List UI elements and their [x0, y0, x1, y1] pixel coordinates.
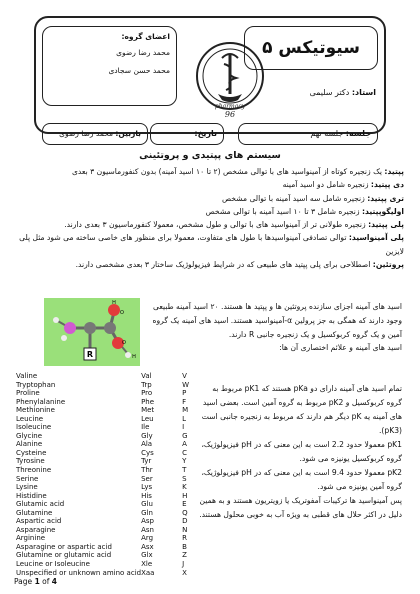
table-row	[16, 449, 206, 458]
session-box	[238, 123, 378, 145]
one-letter-code: L	[182, 414, 187, 423]
amino-acid-name: Arginine	[16, 534, 46, 543]
one-letter-code: A	[182, 440, 187, 449]
three-letter-code: Gly	[141, 431, 153, 440]
amino-acid-name: Leucine or Isoleucine	[16, 560, 90, 569]
table-row	[16, 389, 206, 398]
pka-paragraph: pK1 معمولا حدود 2.2 است به این معنی که در pH فیزیولوژیک، گروه کربوکسیل یونیزه می شود.	[201, 440, 402, 463]
one-letter-code: S	[182, 474, 187, 483]
amino-acid-name: Lysine	[16, 483, 38, 492]
definition-item: تری پپتید: زنجیره شامل سه اسید آمینه با توالی مشخص	[221, 193, 404, 203]
three-letter-code: Glx	[141, 551, 153, 560]
one-letter-code: X	[182, 568, 187, 577]
one-letter-code: T	[182, 466, 187, 475]
amino-acid-name: Cysteine	[16, 448, 47, 457]
amino-acid-model-image	[44, 298, 140, 366]
members-title: اعضای گروه:	[121, 32, 170, 41]
date-label: تاریخ:	[194, 129, 217, 138]
three-letter-code: Xle	[141, 560, 153, 569]
three-letter-code: Xaa	[141, 568, 155, 577]
atom-label: O	[122, 340, 126, 346]
table-row	[16, 534, 206, 543]
amino-acid-name: Asparagine or aspartic acid	[16, 542, 112, 551]
amino-acid-name: Proline	[16, 389, 40, 398]
amino-acid-name: Aspartic acid	[16, 517, 62, 526]
one-letter-code: J	[182, 560, 185, 569]
one-letter-code: F	[182, 397, 187, 406]
amino-acid-name: Unspecified or unknown amino acid	[16, 568, 142, 577]
three-letter-code: Ile	[141, 423, 150, 432]
one-letter-code: D	[182, 517, 188, 526]
three-letter-code: Leu	[141, 414, 154, 423]
table-row	[16, 526, 206, 535]
definition-item: اولیگوپپتید: زنجیره شامل ۳ تا ۱۰ اسید آمینه با توالی مشخص	[205, 206, 404, 216]
amino-acid-name: Glutamine	[16, 508, 53, 517]
table-row	[16, 372, 206, 381]
amino-acid-name: Tryptophan	[16, 380, 56, 389]
session-label: جلسه:	[345, 129, 371, 138]
three-letter-code: Phe	[141, 397, 155, 406]
pharmacy-logo	[192, 36, 268, 122]
pka-paragraphs	[196, 382, 402, 522]
three-letter-code: Glu	[141, 500, 153, 509]
table-row	[16, 398, 206, 407]
three-letter-code: His	[141, 491, 152, 500]
table-row	[16, 551, 206, 560]
table-row	[16, 440, 206, 449]
amino-acid-name: Alanine	[16, 440, 43, 449]
session-value: جلسه نهم	[310, 129, 344, 138]
one-letter-code: W	[182, 380, 190, 389]
table-row	[16, 381, 206, 390]
three-letter-code: Trp	[141, 380, 152, 389]
one-letter-code: Q	[182, 508, 188, 517]
three-letter-code: Thr	[141, 466, 153, 475]
r-group-label: R	[86, 350, 94, 359]
atom-label: O	[120, 310, 124, 316]
definition-item: دی پپتید: زنجیره شامل دو اسید آمینه	[282, 180, 404, 190]
three-letter-code: Tyr	[141, 457, 152, 466]
logo-text: pharmacy	[214, 103, 246, 110]
three-letter-code: Asx	[141, 542, 154, 551]
table-row	[16, 560, 206, 569]
teacher-name: دکتر سلیمی	[309, 88, 350, 97]
table-row	[16, 432, 206, 441]
table-row	[16, 500, 206, 509]
amino-acid-name: Isoleucine	[16, 423, 52, 432]
section-title: سیستم های پپتیدی و پروتئینی	[139, 150, 281, 161]
table-row	[16, 517, 206, 526]
amino-acid-name: Glutamine or glutamic acid	[16, 551, 112, 560]
atom-label: H	[132, 354, 136, 360]
members-box	[42, 26, 177, 106]
one-letter-code: E	[182, 500, 187, 509]
member-name: محمد رضا رضوی	[116, 48, 170, 57]
three-letter-code: Pro	[141, 389, 153, 398]
one-letter-code: Z	[182, 551, 187, 560]
member-name: محمد حسن سجادی	[108, 66, 170, 75]
three-letter-code: Cys	[141, 448, 154, 457]
table-row	[16, 423, 206, 432]
amino-acid-name: Valine	[16, 372, 38, 380]
table-row	[16, 457, 206, 466]
reviewer-name: محمد رضا رضوی	[59, 129, 114, 138]
pka-paragraph: تمام اسید های آمینه دارای دو pKa هستند که pK1 مربوط به گروه کربوکسیل و pK2 مربوط به گروه آمین است. بعضی اسید های آمینه یه pK دیگر هم دارند که مربوط به زنجیره جانبی است (pK3).	[201, 384, 402, 435]
amino-acid-name: Threonine	[16, 466, 52, 475]
definition-item: پپتید: یک زنجیره کوتاه از آمینواسید های با توالی مشخص (۲ تا ۱۰ اسید آمینه) بدون کنفورماسیون ۳ بعدی	[71, 167, 404, 176]
definition-item: پروتئین: اصطلاحی برای پلی پپتید های طبیعی که در شرایط فیزیولوژیک ساختار ۳ بعدی مشخصی دارند.	[75, 260, 404, 270]
three-letter-code: Arg	[141, 534, 154, 543]
one-letter-code: K	[182, 483, 187, 492]
date-box	[150, 123, 224, 145]
intro-paragraph: اسید های آمینه اجزای سازنده پروتئین ها و پپتید ها هستند. ۲۰ اسید آمینه طبیعی وجود دارند که همگی به جز پرولین α-آمینواسید هستند. اسید های آمینه یک گروه آمین و یک گروه کربوکسیل و یک زنجیره جانبی R دارند. اسید های آمینه و علائم اختصاری آن ها:	[152, 302, 402, 353]
three-letter-code: Gln	[141, 508, 153, 517]
table-row	[16, 543, 206, 552]
three-letter-code: Ala	[141, 440, 153, 449]
definition-item: پلی آمینواسید: توالی تصادفی آمینواسیدها با طول های متفاوت، معمولا برای منظور های خاصی ساخته می شود مثل پلی لایزین	[19, 233, 404, 256]
one-letter-code: G	[182, 431, 188, 440]
three-letter-code: Ser	[141, 474, 153, 483]
table-row	[16, 415, 206, 424]
table-row	[16, 466, 206, 475]
table-row	[16, 492, 206, 501]
amino-acid-name: Phenylalanine	[16, 397, 66, 406]
table-row	[16, 509, 206, 518]
amino-acid-name: Methionine	[16, 406, 55, 415]
three-letter-code: Asn	[141, 525, 154, 534]
one-letter-code: N	[182, 525, 188, 534]
amino-acid-name: Asparagine	[16, 525, 56, 534]
three-letter-code: Val	[141, 372, 152, 380]
table-row	[16, 475, 206, 484]
reviewer-label: بازبین:	[115, 129, 141, 138]
table-row	[16, 483, 206, 492]
atom-label: H	[112, 300, 116, 306]
one-letter-code: C	[182, 448, 188, 457]
one-letter-code: Y	[182, 457, 187, 466]
one-letter-code: V	[182, 372, 187, 380]
one-letter-code: I	[182, 423, 185, 432]
reviewer-box	[42, 123, 148, 145]
amino-acid-name: Serine	[16, 474, 39, 483]
table-row	[16, 406, 206, 415]
three-letter-code: Lys	[141, 483, 153, 492]
one-letter-code: H	[182, 491, 188, 500]
amino-acid-name: Glycine	[16, 431, 43, 440]
amino-acid-name: Leucine	[16, 414, 44, 423]
definition-item: پلی پپتید: زنجیره طولانی تر از آمینواسید های با توالی و طول مشخص، معمولا کنفورماسیون ۳ بعدی دارند.	[64, 220, 404, 230]
amino-acid-abbreviation-table	[16, 372, 206, 577]
one-letter-code: B	[182, 542, 187, 551]
course-title: سیوتیکس ۵	[244, 26, 378, 70]
three-letter-code: Asp	[141, 517, 154, 526]
amino-acid-name: Histidine	[16, 491, 47, 500]
one-letter-code: P	[182, 389, 187, 398]
pka-paragraph: پس آمینواسید ها ترکیبات آمفوتریک یا زویتریون هستند و به همین دلیل در اکثر حلال های قطبی به ویژه آب به خوبی محلول هستند.	[199, 496, 402, 519]
teacher-label: استاد:	[351, 88, 376, 97]
document-header	[34, 16, 386, 138]
one-letter-code: M	[182, 406, 189, 415]
table-row	[16, 569, 206, 578]
logo-number: 96	[224, 110, 236, 119]
pka-paragraph: pK2 معمولا حدود 9.4 است به این معنی که در pH فیزیولوژیک، گروه آمین یونیزه می شود.	[201, 468, 402, 491]
one-letter-code: R	[182, 534, 188, 543]
amino-acid-name: Tyrosine	[16, 457, 45, 466]
page-number: Page 1 of 4	[14, 577, 58, 586]
definitions-list	[18, 165, 404, 271]
amino-acid-name: Glutamic acid	[16, 500, 65, 509]
three-letter-code: Met	[141, 406, 155, 415]
